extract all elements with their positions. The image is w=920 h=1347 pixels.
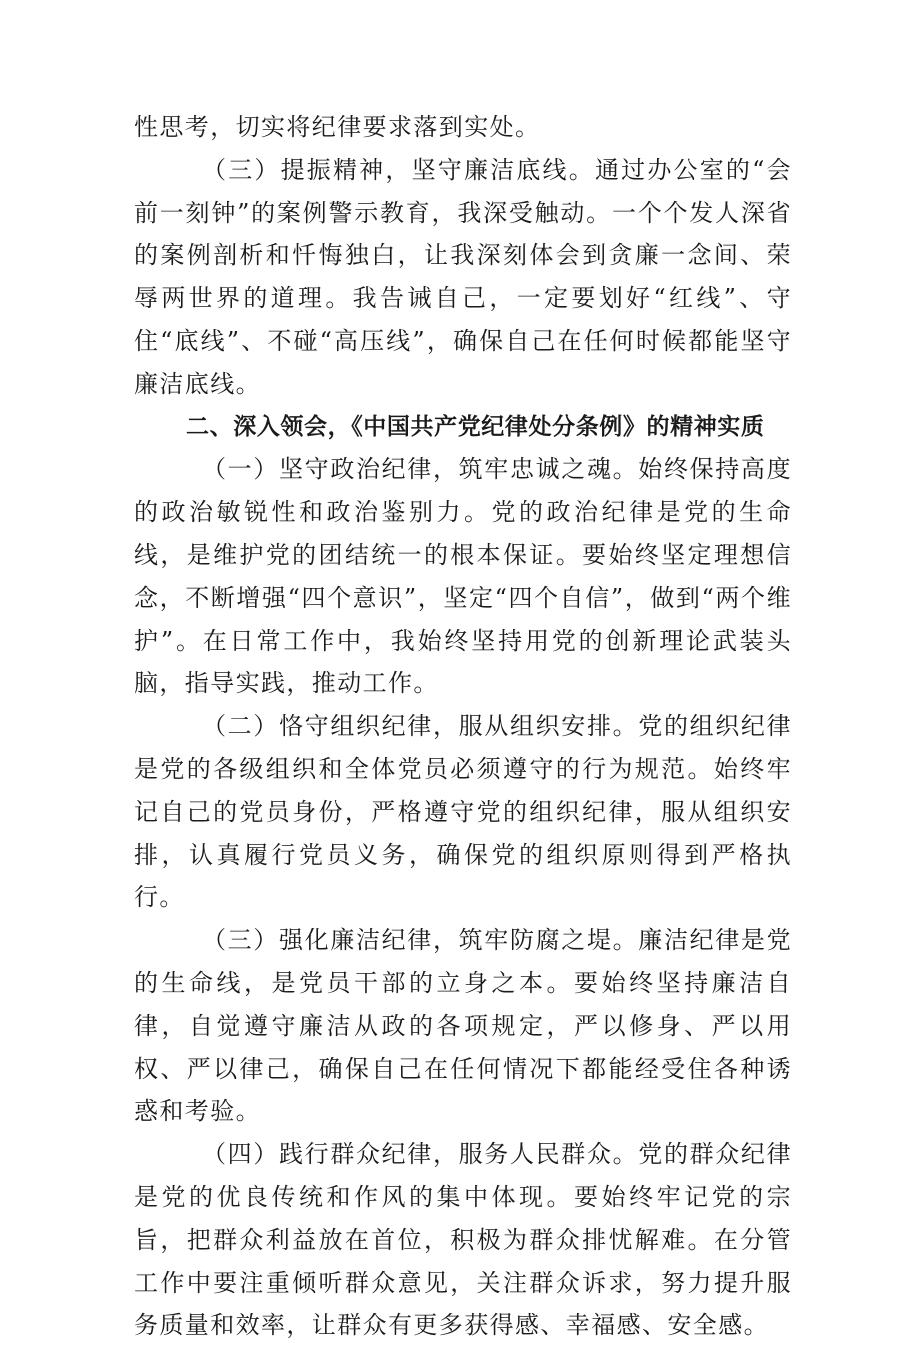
paragraph-political-discipline: （一）坚守政治纪律，筑牢忠诚之魂。始终保持高度的政治敏锐性和政治鉴别力。党的政治纪律是党的生命线，是维护党的团结统一的根本保证。要始终坚定理想信念，不断增强“四个意识”，坚定“四个自信”，做到“两个维护”。在日常工作中，我始终坚持用党的创新理论武装头脑，指导实践，推动工作。	[134, 455, 792, 698]
paragraph-organizational-discipline: （二）恪守组织纪律，服从组织安排。党的组织纪律是党的各级组织和全体党员必须遵守的行为规范。始终牢记自己的党员身份，严格遵守党的组织纪律，服从组织安排，认真履行党员义务，确保党的组织原则得到严格执行。	[134, 712, 792, 912]
document-body	[134, 106, 792, 1347]
paragraph-mass-discipline: （四）践行群众纪律，服务人民群众。党的群众纪律是党的优良传统和作风的集中体现。要始终牢记党的宗旨，把群众利益放在首位，积极为群众排忧解难。在分管工作中要注重倾听群众意见，关注群众诉求，努力提升服务质量和效率，让群众有更多获得感、幸福感、安全感。	[134, 1140, 792, 1340]
paragraph-section-three-integrity: （三）提振精神，坚守廉洁底线。通过办公室的“会前一刻钟”的案例警示教育，我深受触动。一个个发人深省的案例剖析和忏悔独白，让我深刻体会到贪廉一念间、荣辱两世界的道理。我告诫自己，一定要划好“红线”、守住“底线”、不碰“高压线”，确保自己在任何时候都能坚守廉洁底线。	[134, 155, 792, 398]
paragraph-integrity-discipline: （三）强化廉洁纪律，筑牢防腐之堤。廉洁纪律是党的生命线，是党员干部的立身之本。要始终坚持廉洁自律，自觉遵守廉洁从政的各项规定，严以修身、严以用权、严以律己，确保自己在任何情况下都能经受住各种诱惑和考验。	[134, 926, 792, 1126]
paragraph-continuation: 性思考，切实将纪律要求落到实处。	[134, 113, 541, 141]
section-heading-two: 二、深入领会，《中国共产党纪律处分条例》的精神实质	[186, 413, 765, 440]
